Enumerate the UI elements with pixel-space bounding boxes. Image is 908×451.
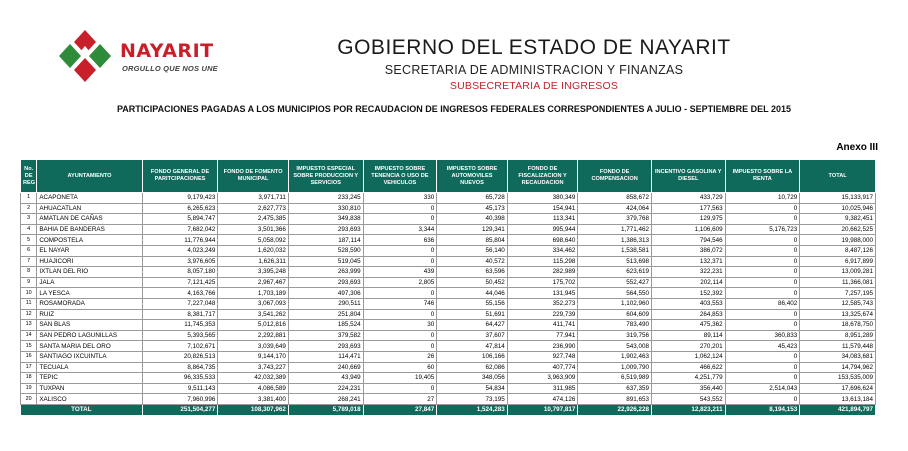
amount-cell: 623,619 <box>578 267 652 278</box>
annex-label: Anexo III <box>836 142 878 153</box>
amount-cell: 8,057,180 <box>142 267 218 278</box>
amount-cell: 40,572 <box>437 256 508 267</box>
amount-cell: 0 <box>363 330 437 341</box>
amount-cell: 50,452 <box>437 277 508 288</box>
amount-cell: 1,620,032 <box>218 245 289 256</box>
amount-cell: 2,967,467 <box>218 277 289 288</box>
amount-cell: 330 <box>363 193 437 204</box>
amount-cell: 0 <box>363 288 437 299</box>
amount-cell: 794,546 <box>651 235 725 246</box>
amount-cell: 65,728 <box>437 193 508 204</box>
row-number: 14 <box>21 330 37 341</box>
amount-cell: 2,514,043 <box>725 383 800 394</box>
amount-cell: 290,511 <box>288 298 363 309</box>
amount-cell: 528,590 <box>288 245 363 256</box>
amount-cell: 54,834 <box>437 383 508 394</box>
total-amount: 251,504,277 <box>142 404 218 415</box>
amount-cell: 56,140 <box>437 245 508 256</box>
amount-cell: 0 <box>725 267 800 278</box>
row-number: 10 <box>21 288 37 299</box>
amount-cell: 0 <box>363 383 437 394</box>
amount-cell: 564,550 <box>578 288 652 299</box>
amount-cell: 9,511,143 <box>142 383 218 394</box>
amount-cell: 552,427 <box>578 277 652 288</box>
row-number: 4 <box>21 224 37 235</box>
row-number: 15 <box>21 341 37 352</box>
row-number: 8 <box>21 267 37 278</box>
table-row <box>21 330 876 341</box>
amount-cell: 411,741 <box>507 320 578 331</box>
amount-cell: 3,976,605 <box>142 256 218 267</box>
column-header: IMPUESTO SOBRE TENENCIA O USO DE VEHICULOS <box>363 160 437 193</box>
amount-cell: 175,702 <box>507 277 578 288</box>
row-number: 17 <box>21 362 37 373</box>
total-amount: 27,847 <box>363 404 437 415</box>
amount-cell: 636 <box>363 235 437 246</box>
table-row <box>21 373 876 384</box>
table-row <box>21 267 876 278</box>
amount-cell: 311,985 <box>507 383 578 394</box>
amount-cell: 26 <box>363 351 437 362</box>
amount-cell: 86,402 <box>725 298 800 309</box>
amount-cell: 3,067,093 <box>218 298 289 309</box>
municipality-name: AMATLAN DE CAÑAS <box>37 214 142 225</box>
amount-cell: 270,201 <box>651 341 725 352</box>
amount-cell: 380,349 <box>507 193 578 204</box>
total-amount: 8,194,153 <box>725 404 800 415</box>
table-row <box>21 362 876 373</box>
row-number: 16 <box>21 351 37 362</box>
amount-cell: 115,298 <box>507 256 578 267</box>
amount-cell: 89,114 <box>651 330 725 341</box>
table-row <box>21 394 876 405</box>
amount-cell: 7,682,042 <box>142 224 218 235</box>
amount-cell: 224,231 <box>288 383 363 394</box>
amount-cell: 42,032,389 <box>218 373 289 384</box>
municipality-name: COMPOSTELA <box>37 235 142 246</box>
amount-cell: 349,838 <box>288 214 363 225</box>
amount-cell: 236,990 <box>507 341 578 352</box>
amount-cell: 43,949 <box>288 373 363 384</box>
amount-cell: 3,971,711 <box>218 193 289 204</box>
amount-cell: 1,102,960 <box>578 298 652 309</box>
amount-cell: 0 <box>363 214 437 225</box>
amount-cell: 356,440 <box>651 383 725 394</box>
subsecretariat-subtitle: SUBSECRETARIA DE INGRESOS <box>449 80 619 92</box>
amount-cell: 352,273 <box>507 298 578 309</box>
amount-cell: 293,693 <box>288 224 363 235</box>
municipality-name: EL NAYAR <box>37 245 142 256</box>
column-header: AYUNTAMIENTO <box>37 160 142 193</box>
municipality-name: HUAJICORI <box>37 256 142 267</box>
municipality-name: IXTLAN DEL RIO <box>37 267 142 278</box>
column-header: FONDO DE FISCALIZACION Y RECAUDACION <box>507 160 578 193</box>
amount-cell: 177,563 <box>651 203 725 214</box>
table-row <box>21 245 876 256</box>
municipality-name: SANTIAGO IXCUINTLA <box>37 351 142 362</box>
total-label: TOTAL <box>21 404 143 415</box>
amount-cell: 3,743,227 <box>218 362 289 373</box>
amount-cell: 18,678,750 <box>800 320 876 331</box>
amount-cell: 466,622 <box>651 362 725 373</box>
amount-cell: 5,176,723 <box>725 224 800 235</box>
amount-cell: 0 <box>725 277 800 288</box>
amount-cell: 995,944 <box>507 224 578 235</box>
amount-cell: 7,257,195 <box>800 288 876 299</box>
amount-cell: 30 <box>363 320 437 331</box>
amount-cell: 55,156 <box>437 298 508 309</box>
amount-cell: 334,462 <box>507 245 578 256</box>
amount-cell: 45,423 <box>725 341 800 352</box>
amount-cell: 698,640 <box>507 235 578 246</box>
amount-cell: 129,341 <box>437 224 508 235</box>
table-row <box>21 298 876 309</box>
amount-cell: 379,582 <box>288 330 363 341</box>
municipality-name: ACAPONETA <box>37 193 142 204</box>
amount-cell: 187,114 <box>288 235 363 246</box>
column-header: FONDO DE FOMENTO MUNICIPAL <box>218 160 289 193</box>
table-row <box>21 351 876 362</box>
amount-cell: 96,335,533 <box>142 373 218 384</box>
amount-cell: 0 <box>725 394 800 405</box>
amount-cell: 13,009,281 <box>800 267 876 278</box>
total-amount: 10,797,817 <box>507 404 578 415</box>
amount-cell: 13,613,184 <box>800 394 876 405</box>
amount-cell: 293,693 <box>288 341 363 352</box>
amount-cell: 7,102,671 <box>142 341 218 352</box>
amount-cell: 1,771,462 <box>578 224 652 235</box>
row-number: 13 <box>21 320 37 331</box>
amount-cell: 497,306 <box>288 288 363 299</box>
municipality-name: SAN BLAS <box>37 320 142 331</box>
amount-cell: 2,475,385 <box>218 214 289 225</box>
amount-cell: 293,693 <box>288 277 363 288</box>
amount-cell: 264,853 <box>651 309 725 320</box>
row-number: 5 <box>21 235 37 246</box>
amount-cell: 6,917,899 <box>800 256 876 267</box>
amount-cell: 263,999 <box>288 267 363 278</box>
municipality-name: BAHIA DE BANDERAS <box>37 224 142 235</box>
amount-cell: 7,121,425 <box>142 277 218 288</box>
row-number: 7 <box>21 256 37 267</box>
amount-cell: 20,662,525 <box>800 224 876 235</box>
amount-cell: 9,144,170 <box>218 351 289 362</box>
amount-cell: 858,672 <box>578 193 652 204</box>
total-row <box>21 404 876 415</box>
municipality-name: SAN PEDRO LAGUNILLAS <box>37 330 142 341</box>
table-row <box>21 193 876 204</box>
amount-cell: 322,231 <box>651 267 725 278</box>
amount-cell: 424,064 <box>578 203 652 214</box>
amount-cell: 106,166 <box>437 351 508 362</box>
municipality-name: TUXPAN <box>37 383 142 394</box>
row-number: 2 <box>21 203 37 214</box>
amount-cell: 5,012,816 <box>218 320 289 331</box>
amount-cell: 152,392 <box>651 288 725 299</box>
table-row <box>21 235 876 246</box>
amount-cell: 4,023,249 <box>142 245 218 256</box>
amount-cell: 0 <box>725 362 800 373</box>
amount-cell: 1,106,609 <box>651 224 725 235</box>
municipality-name: RUIZ <box>37 309 142 320</box>
amount-cell: 77,941 <box>507 330 578 341</box>
total-amount: 1,524,283 <box>437 404 508 415</box>
amount-cell: 85,804 <box>437 235 508 246</box>
amount-cell: 475,362 <box>651 320 725 331</box>
total-amount: 108,307,962 <box>218 404 289 415</box>
municipality-name: XALISCO <box>37 394 142 405</box>
amount-cell: 202,114 <box>651 277 725 288</box>
amount-cell: 3,395,248 <box>218 267 289 278</box>
amount-cell: 10,025,946 <box>800 203 876 214</box>
amount-cell: 4,163,766 <box>142 288 218 299</box>
amount-cell: 0 <box>363 203 437 214</box>
amount-cell: 11,579,448 <box>800 341 876 352</box>
amount-cell: 543,008 <box>578 341 652 352</box>
row-number: 1 <box>21 193 37 204</box>
amount-cell: 0 <box>725 214 800 225</box>
amount-cell: 7,227,048 <box>142 298 218 309</box>
amount-cell: 8,951,289 <box>800 330 876 341</box>
amount-cell: 51,691 <box>437 309 508 320</box>
amount-cell: 20,826,513 <box>142 351 218 362</box>
total-amount: 5,789,018 <box>288 404 363 415</box>
amount-cell: 114,471 <box>288 351 363 362</box>
amount-cell: 1,626,311 <box>218 256 289 267</box>
table-row <box>21 309 876 320</box>
amount-cell: 433,729 <box>651 193 725 204</box>
amount-cell: 0 <box>725 351 800 362</box>
amount-cell: 4,251,779 <box>651 373 725 384</box>
amount-cell: 0 <box>363 341 437 352</box>
amount-cell: 474,126 <box>507 394 578 405</box>
column-header: FONDO GENERAL DE PARITCIPACIONES <box>142 160 218 193</box>
amount-cell: 73,195 <box>437 394 508 405</box>
amount-cell: 439 <box>363 267 437 278</box>
amount-cell: 0 <box>725 373 800 384</box>
table-row <box>21 320 876 331</box>
amount-cell: 637,359 <box>578 383 652 394</box>
amount-cell: 185,524 <box>288 320 363 331</box>
column-header: No. DE REG <box>21 160 37 193</box>
amount-cell: 153,535,009 <box>800 373 876 384</box>
amount-cell: 44,046 <box>437 288 508 299</box>
amount-cell: 3,381,400 <box>218 394 289 405</box>
municipality-name: TECUALA <box>37 362 142 373</box>
amount-cell: 386,072 <box>651 245 725 256</box>
amount-cell: 403,553 <box>651 298 725 309</box>
table-row <box>21 256 876 267</box>
amount-cell: 0 <box>725 235 800 246</box>
amount-cell: 0 <box>725 245 800 256</box>
amount-cell: 3,501,366 <box>218 224 289 235</box>
amount-cell: 60 <box>363 362 437 373</box>
amount-cell: 268,241 <box>288 394 363 405</box>
amount-cell: 2,627,773 <box>218 203 289 214</box>
total-amount: 22,926,228 <box>578 404 652 415</box>
row-number: 6 <box>21 245 37 256</box>
amount-cell: 891,653 <box>578 394 652 405</box>
amount-cell: 45,173 <box>437 203 508 214</box>
amount-cell: 2,805 <box>363 277 437 288</box>
amount-cell: 27 <box>363 394 437 405</box>
brand-tagline: ORGULLO QUE NOS UNE <box>122 64 218 73</box>
amount-cell: 2,292,881 <box>218 330 289 341</box>
table-row <box>21 203 876 214</box>
column-header: IMPUESTO SOBRE LA RENTA <box>725 160 800 193</box>
table-header-row <box>21 160 876 193</box>
amount-cell: 1,386,313 <box>578 235 652 246</box>
table-row <box>21 288 876 299</box>
amount-cell: 513,698 <box>578 256 652 267</box>
amount-cell: 11,366,081 <box>800 277 876 288</box>
row-number: 18 <box>21 373 37 384</box>
secretariat-subtitle: SECRETARIA DE ADMINISTRACION Y FINANZAS <box>384 63 684 77</box>
amount-cell: 11,776,944 <box>142 235 218 246</box>
amount-cell: 5,393,565 <box>142 330 218 341</box>
amount-cell: 0 <box>725 288 800 299</box>
table-body <box>21 193 876 416</box>
amount-cell: 5,058,092 <box>218 235 289 246</box>
amount-cell: 8,864,735 <box>142 362 218 373</box>
amount-cell: 40,398 <box>437 214 508 225</box>
amount-cell: 0 <box>363 256 437 267</box>
row-number: 12 <box>21 309 37 320</box>
amount-cell: 1,062,124 <box>651 351 725 362</box>
amount-cell: 47,814 <box>437 341 508 352</box>
amount-cell: 113,341 <box>507 214 578 225</box>
table-row <box>21 214 876 225</box>
amount-cell: 0 <box>725 320 800 331</box>
amount-cell: 9,179,423 <box>142 193 218 204</box>
amount-cell: 3,344 <box>363 224 437 235</box>
amount-cell: 330,810 <box>288 203 363 214</box>
municipality-name: JALA <box>37 277 142 288</box>
amount-cell: 604,609 <box>578 309 652 320</box>
total-amount: 12,823,211 <box>651 404 725 415</box>
municipality-name: ROSAMORADA <box>37 298 142 309</box>
column-header: TOTAL <box>800 160 876 193</box>
participations-table <box>20 159 876 416</box>
amount-cell: 0 <box>363 245 437 256</box>
amount-cell: 13,325,674 <box>800 309 876 320</box>
table-row <box>21 224 876 235</box>
table-row <box>21 383 876 394</box>
row-number: 20 <box>21 394 37 405</box>
amount-cell: 19,405 <box>363 373 437 384</box>
report-title: PARTICIPACIONES PAGADAS A LOS MUNICIPIOS POR RECAUDACION DE INGRESOS FEDERALES CORRESPONDIENTES A JULIO - SEPTIEMBRE DEL 2015 <box>116 104 792 114</box>
amount-cell: 0 <box>363 309 437 320</box>
row-number: 9 <box>21 277 37 288</box>
amount-cell: 6,519,989 <box>578 373 652 384</box>
amount-cell: 5,894,747 <box>142 214 218 225</box>
amount-cell: 1,703,189 <box>218 288 289 299</box>
amount-cell: 360,833 <box>725 330 800 341</box>
amount-cell: 3,541,262 <box>218 309 289 320</box>
column-header: FONDO DE COMPENSACION <box>578 160 652 193</box>
amount-cell: 34,083,681 <box>800 351 876 362</box>
amount-cell: 3,963,909 <box>507 373 578 384</box>
amount-cell: 7,960,996 <box>142 394 218 405</box>
amount-cell: 9,382,451 <box>800 214 876 225</box>
row-number: 19 <box>21 383 37 394</box>
amount-cell: 407,774 <box>507 362 578 373</box>
amount-cell: 519,045 <box>288 256 363 267</box>
municipality-name: AHUACATLAN <box>37 203 142 214</box>
amount-cell: 233,245 <box>288 193 363 204</box>
amount-cell: 14,794,962 <box>800 362 876 373</box>
amount-cell: 1,009,790 <box>578 362 652 373</box>
municipality-name: TEPIC <box>37 373 142 384</box>
municipality-name: SANTA MARIA DEL ORO <box>37 341 142 352</box>
amount-cell: 251,804 <box>288 309 363 320</box>
amount-cell: 746 <box>363 298 437 309</box>
amount-cell: 348,056 <box>437 373 508 384</box>
amount-cell: 3,039,649 <box>218 341 289 352</box>
amount-cell: 240,669 <box>288 362 363 373</box>
amount-cell: 10,729 <box>725 193 800 204</box>
total-amount: 421,894,797 <box>800 404 876 415</box>
amount-cell: 0 <box>725 203 800 214</box>
table-row <box>21 277 876 288</box>
brand-name: NAYARIT <box>120 40 214 62</box>
column-header: IMPUESTO SOBRE AUTOMOVILES NUEVOS <box>437 160 508 193</box>
amount-cell: 8,381,717 <box>142 309 218 320</box>
amount-cell: 62,086 <box>437 362 508 373</box>
amount-cell: 12,585,743 <box>800 298 876 309</box>
amount-cell: 132,371 <box>651 256 725 267</box>
column-header: IMPUESTO ESPECIAL SOBRE PRODUCCION Y SERVICIOS <box>288 160 363 193</box>
amount-cell: 1,902,463 <box>578 351 652 362</box>
municipality-name: LA YESCA <box>37 288 142 299</box>
amount-cell: 8,487,126 <box>800 245 876 256</box>
amount-cell: 319,756 <box>578 330 652 341</box>
amount-cell: 543,552 <box>651 394 725 405</box>
government-title: GOBIERNO DEL ESTADO DE NAYARIT <box>337 36 731 59</box>
amount-cell: 15,133,917 <box>800 193 876 204</box>
table-row <box>21 341 876 352</box>
amount-cell: 19,988,000 <box>800 235 876 246</box>
row-number: 3 <box>21 214 37 225</box>
amount-cell: 783,490 <box>578 320 652 331</box>
amount-cell: 0 <box>725 309 800 320</box>
amount-cell: 64,427 <box>437 320 508 331</box>
amount-cell: 927,748 <box>507 351 578 362</box>
amount-cell: 129,975 <box>651 214 725 225</box>
amount-cell: 131,945 <box>507 288 578 299</box>
amount-cell: 63,596 <box>437 267 508 278</box>
row-number: 11 <box>21 298 37 309</box>
amount-cell: 4,086,589 <box>218 383 289 394</box>
amount-cell: 6,265,623 <box>142 203 218 214</box>
amount-cell: 379,768 <box>578 214 652 225</box>
amount-cell: 37,607 <box>437 330 508 341</box>
amount-cell: 229,739 <box>507 309 578 320</box>
amount-cell: 282,989 <box>507 267 578 278</box>
amount-cell: 154,941 <box>507 203 578 214</box>
amount-cell: 17,696,624 <box>800 383 876 394</box>
column-header: INCENTIVO GASOLINA Y DIESEL <box>651 160 725 193</box>
amount-cell: 11,745,353 <box>142 320 218 331</box>
amount-cell: 0 <box>725 256 800 267</box>
amount-cell: 1,538,581 <box>578 245 652 256</box>
